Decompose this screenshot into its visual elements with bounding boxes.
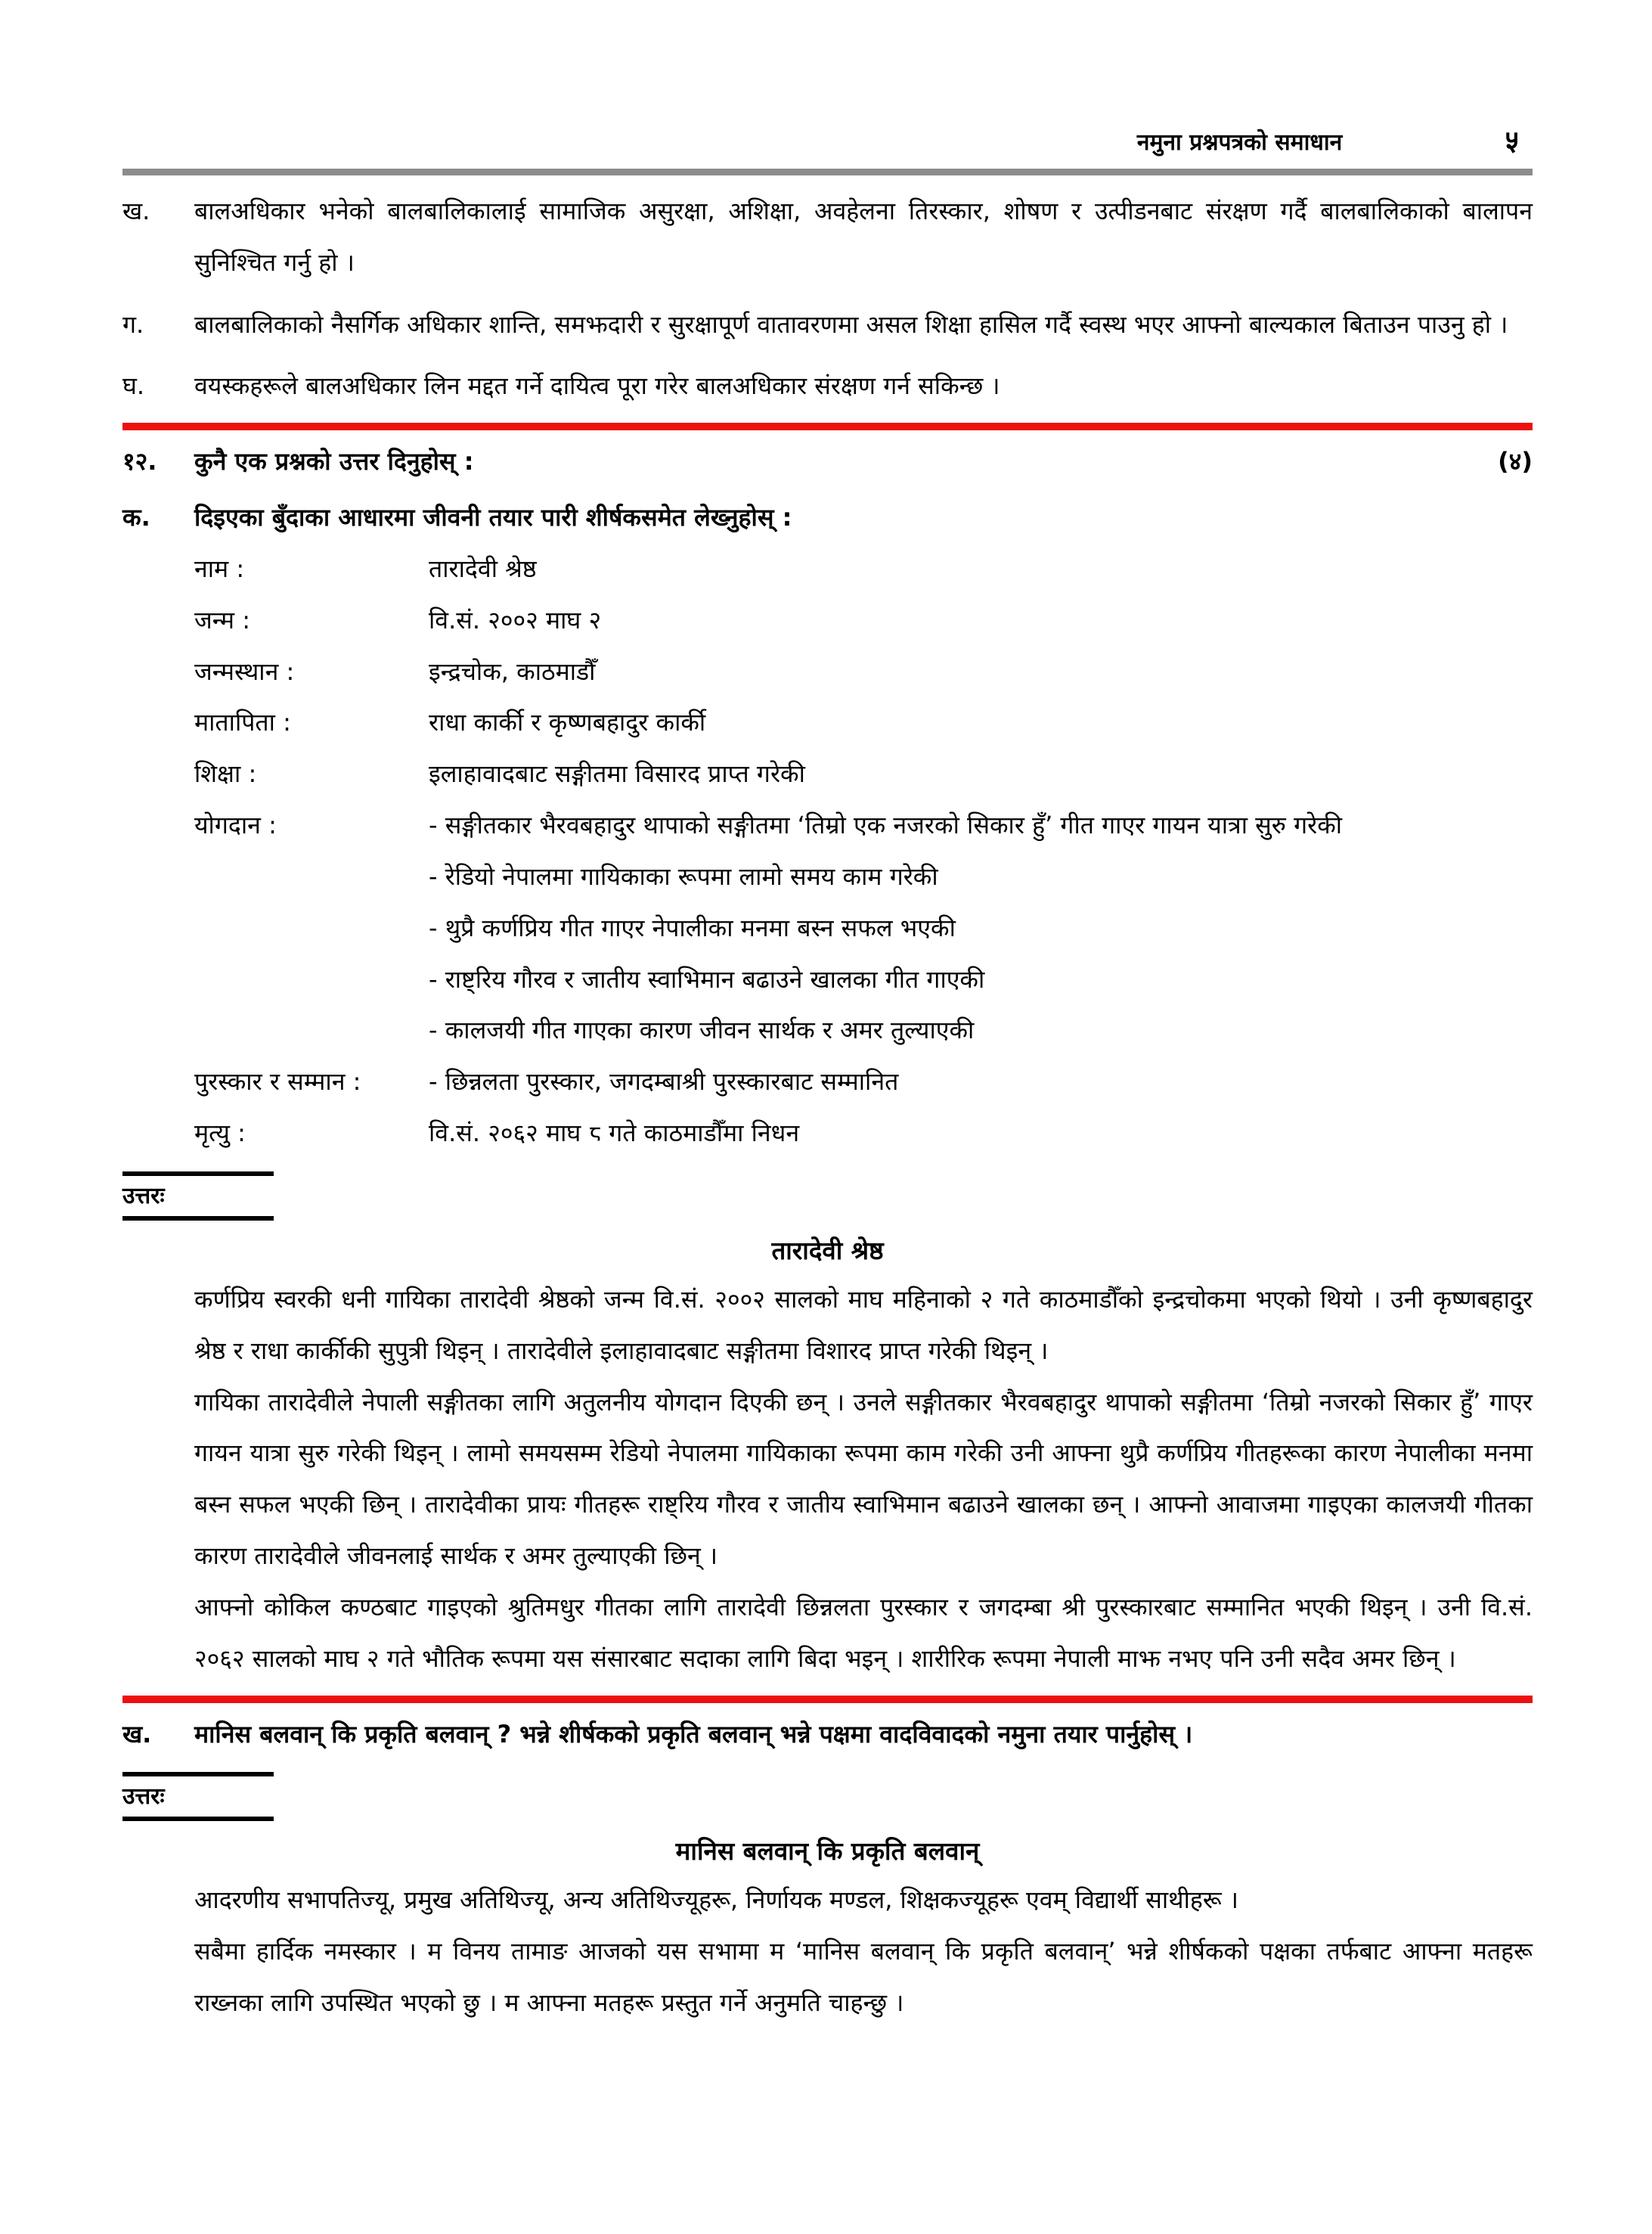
item-label: ग. bbox=[122, 309, 144, 339]
bio-contribution-bullets bbox=[429, 800, 1533, 1056]
bio-value: इन्द्रचोक, काठमाडौँ bbox=[429, 656, 596, 686]
bio-row-contribution bbox=[194, 800, 1533, 1056]
debate-paragraph-1: आदरणीय सभापतिज्यू, प्रमुख अतिथिज्यू, अन्य अतिथिज्यूहरू, निर्णायक मण्डल, शिक्षकज्यूहरू एवम् विद्यार्थी साथीहरू । bbox=[194, 1885, 1239, 1915]
bio-label: शिक्षा : bbox=[194, 759, 257, 789]
debate-title: मानिस बलवान् कि प्रकृति बलवान् bbox=[675, 1836, 980, 1866]
answer-label-wrap-1 bbox=[122, 1159, 1533, 1221]
contribution-bullet: - रेडियो नेपालमा गायिकाका रूपमा लामो समय काम गरेकी bbox=[429, 861, 938, 891]
option-label: क. bbox=[122, 503, 150, 532]
question-number: १२. bbox=[122, 447, 157, 476]
biography-paragraph-2: गायिका तारादेवीले नेपाली सङ्गीतका लागि अतुलनीय योगदान दिएकी छन् । उनले सङ्गीतकार भैरवबहादुर थापाको सङ्गीतमा ‘तिम्रो नजरको सिकार हुँ’ गाएर गायन यात्रा सुरु गरेकी थिइन् । लामो समयसम्म रेडियो नेपालमा गायिकाका रूपमा काम गरेकी उनी आफ्ना थुप्रै कर्णप्रिय गीतहरूका कारण नेपालीका मनमा बस्न सफल भएकी छिन् । तारादेवीका प्रायः गीतहरू राष्ट्रिय गौरव र जातीय स्वाभिमान बढाउने खालका छन् । आफ्नो आवाजमा गाइएका कालजयी गीतका कारण तारादेवीले जीवनलाई सार्थक र अमर तुल्याएकी छिन् । bbox=[194, 1387, 1533, 1571]
contribution-bullet: - थुप्रै कर्णप्रिय गीत गाएर नेपालीका मनमा बस्न सफल भएकी bbox=[429, 913, 956, 942]
answer-label-wrap-2 bbox=[122, 1760, 1533, 1821]
header-rule bbox=[122, 169, 1533, 175]
question-prompt: कुनै एक प्रश्नको उत्तर दिनुहोस् : bbox=[194, 447, 474, 476]
bio-row-birth bbox=[194, 595, 1533, 647]
bio-value: वि.सं. २०६२ माघ ८ गते काठमाडौँमा निधन bbox=[429, 1119, 800, 1148]
question-12-row bbox=[122, 436, 1533, 488]
answer-label: उत्तरः bbox=[122, 1772, 274, 1821]
bio-label: मृत्यु : bbox=[194, 1119, 246, 1148]
bio-value: वि.सं. २००२ माघ २ bbox=[429, 605, 602, 635]
bio-row-education bbox=[194, 749, 1533, 800]
item-text: बालअधिकार भनेको बालबालिकालाई सामाजिक असुरक्षा, अशिक्षा, अवहेलना तिरस्कार, शोषण र उत्पीडनबाट संरक्षण गर्दै बालबालिकाको बालापन सुनिश्चित गर्नु हो । bbox=[194, 197, 1533, 277]
debate-paragraph-2: सबैमा हार्दिक नमस्कार । म विनय तामाङ आजको यस सभामा म ‘मानिस बलवान् कि प्रकृति बलवान्’ भन्ने शीर्षकको पक्षका तर्फबाट आफ्ना मतहरू राख्नका लागि उपस्थित भएको छु । म आफ्ना मतहरू प्रस्तुत गर्ने अनुमति चाहन्छु । bbox=[194, 1937, 1533, 2018]
option-label: ख. bbox=[122, 1719, 152, 1748]
bio-points-list bbox=[194, 544, 1533, 1159]
bio-row-birthplace bbox=[194, 647, 1533, 698]
bio-row-name bbox=[194, 544, 1533, 595]
bio-label: जन्म : bbox=[194, 605, 251, 635]
header-title: नमुना प्रश्नपत्रको समाधान bbox=[1136, 129, 1343, 156]
answer-item-ga bbox=[122, 299, 1533, 351]
biography-paragraph-1: कर्णप्रिय स्वरकी धनी गायिका तारादेवी श्रेष्ठको जन्म वि.सं. २००२ सालको माघ महिनाको २ गते काठमाडौँको इन्द्रचोकमा भएको थियो । उनी कृष्णबहादुर श्रेष्ठ र राधा कार्कीकी सुपुत्री थिइन् । तारादेवीले इलाहावादबाट सङ्गीतमा विशारद प्राप्त गरेकी थिइन् । bbox=[194, 1284, 1533, 1365]
bio-label: नाम : bbox=[194, 554, 245, 583]
bio-row-awards bbox=[194, 1056, 1533, 1108]
biography-paragraph-3: आफ्नो कोकिल कण्ठबाट गाइएको श्रुतिमधुर गीतका लागि तारादेवी छिन्नलता पुरस्कार र जगदम्बा श्री पुरस्कारबाट सम्मानित भएकी थिइन् । उनी वि.सं. २०६२ सालको माघ २ गते भौतिक रूपमा यस संसारबाट सदाका लागि बिदा भइन् । शारीरिक रूपमा नेपाली माझ नभए पनि उनी सदैव अमर छिन् । bbox=[194, 1592, 1533, 1673]
item-text: बालबालिकाको नैसर्गिक अधिकार शान्ति, समझदारी र सुरक्षापूर्ण वातावरणमा असल शिक्षा हासिल गर्दै स्वस्थ भएर आफ्नो बाल्यकाल बिताउन पाउनु हो । bbox=[194, 309, 1508, 339]
bio-label: मातापिता : bbox=[194, 708, 291, 737]
red-underline-1 bbox=[122, 423, 1533, 430]
award-bullet: - छिन्नलता पुरस्कार, जगदम्बाश्री पुरस्कारबाट सम्मानित bbox=[429, 1067, 899, 1097]
contribution-bullet: - सङ्गीतकार भैरवबहादुर थापाको सङ्गीतमा ‘तिम्रो एक नजरको सिकार हुँ’ गीत गाएर गायन यात्रा सुरु गरेकी bbox=[429, 811, 1343, 840]
bio-label: पुरस्कार र सम्मान : bbox=[194, 1067, 361, 1097]
bio-awards-bullets bbox=[429, 1056, 1533, 1108]
bio-value: राधा कार्की र कृष्णबहादुर कार्की bbox=[429, 708, 706, 737]
bio-value: तारादेवी श्रेष्ठ bbox=[429, 554, 537, 583]
red-underline-2 bbox=[122, 1696, 1533, 1703]
answer-item-kha bbox=[122, 186, 1533, 289]
option-kha-row bbox=[122, 1709, 1533, 1761]
bio-row-death bbox=[194, 1108, 1533, 1159]
question-marks: (४) bbox=[1498, 447, 1533, 476]
item-label: घ. bbox=[122, 371, 145, 401]
page-header bbox=[122, 121, 1533, 158]
bio-row-parents bbox=[194, 697, 1533, 749]
contribution-bullet: - कालजयी गीत गाएका कारण जीवन सार्थक र अमर तुल्याएकी bbox=[429, 1016, 975, 1045]
bio-label: जन्मस्थान : bbox=[194, 656, 295, 686]
answer-label: उत्तरः bbox=[122, 1171, 274, 1221]
option-prompt: मानिस बलवान् कि प्रकृति बलवान् ? भन्ने शीर्षकको प्रकृति बलवान् भन्ने पक्षमा वादविवादको नमुना तयार पार्नुहोस् । bbox=[194, 1719, 1193, 1748]
option-ka-row bbox=[122, 492, 1533, 544]
bio-label: योगदान : bbox=[194, 811, 277, 840]
option-prompt: दिइएका बुँदाका आधारमा जीवनी तयार पारी शीर्षकसमेत लेख्नुहोस् : bbox=[194, 503, 792, 532]
item-text: वयस्कहरूले बालअधिकार लिन मद्दत गर्ने दायित्व पूरा गरेर बालअधिकार संरक्षण गर्न सकिन्छ । bbox=[194, 371, 1000, 401]
bio-value: इलाहावादबाट सङ्गीतमा विसारद प्राप्त गरेकी bbox=[429, 759, 805, 789]
biography-title: तारादेवी श्रेष्ठ bbox=[771, 1235, 884, 1265]
contribution-bullet: - राष्ट्रिय गौरव र जातीय स्वाभिमान बढाउने खालका गीत गाएकी bbox=[429, 964, 985, 994]
answer-item-gha bbox=[122, 361, 1533, 412]
page-number: ५ bbox=[1505, 126, 1519, 157]
item-label: ख. bbox=[122, 197, 150, 225]
